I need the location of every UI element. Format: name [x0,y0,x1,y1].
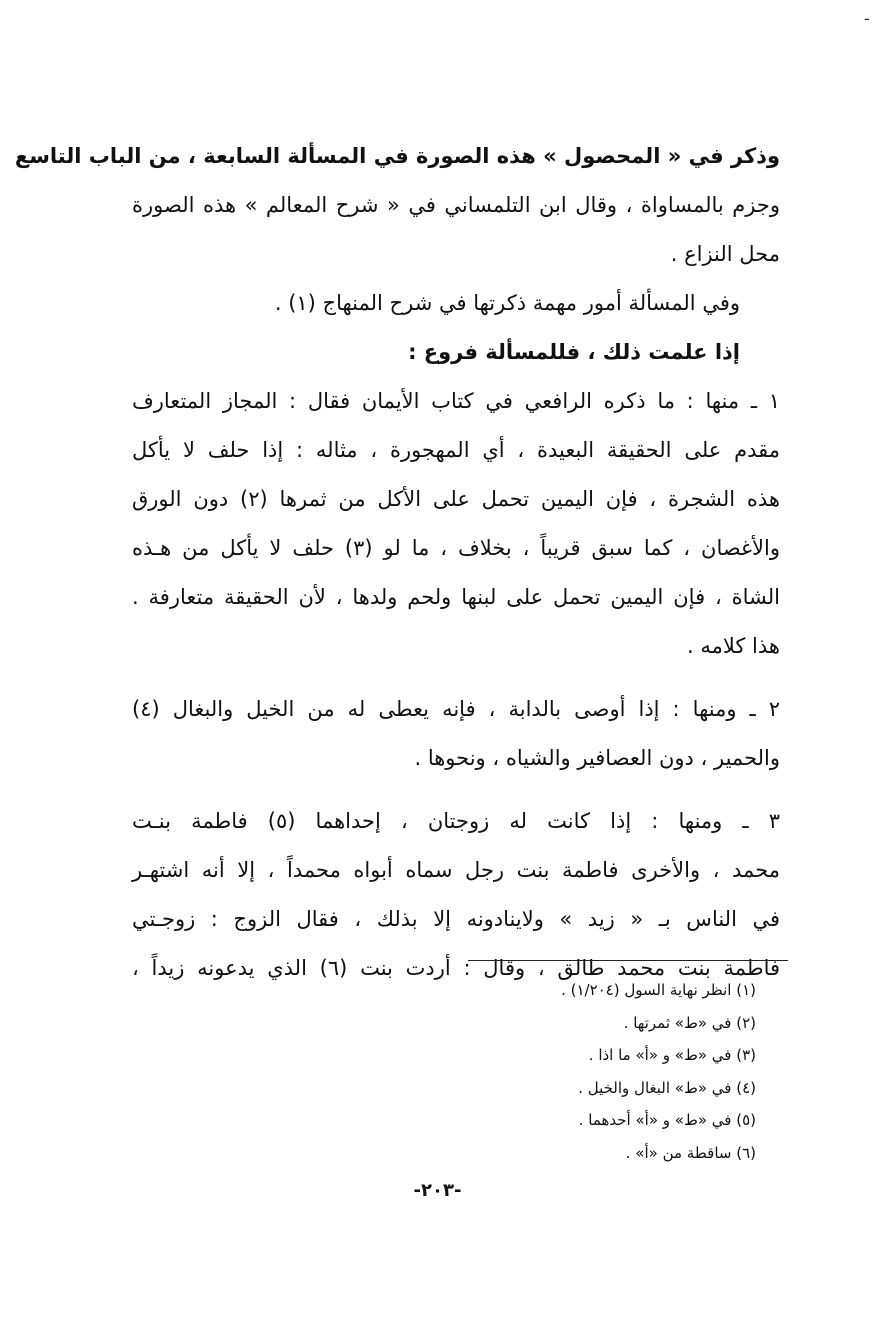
footnote: (٢) في «ط» ثمرتها . [623,1013,756,1032]
footnote: (٣) في «ط» و «أ» ما اذا . [588,1046,756,1064]
body-line: والحمير ، دون العصافير والشياه ، ونحوها . [414,746,780,770]
footnote: (٦) ساقطة من «أ» . [625,1143,756,1162]
footnote-divider [468,960,788,961]
footnote: (٤) في «ط» البغال والخيل . [578,1078,756,1097]
body-line: الشاة ، فإن اليمين تحمل على لبنها ولحم ولدها ، لأن الحقيقة متعارفة . [132,585,780,609]
body-line: وجزم بالمساواة ، وقال ابن التلمساني في « شرح المعالم » هذه الصورة [132,193,780,217]
body-line: فاطمة بنت محمد طالق ، وقال : أردت بنت (٦) الذي يدعونه زيداً ، [132,956,781,980]
body-line: في الناس بـ « زيد » ولاينادونه إلا بذلك ، فقال الزوج : زوجـتي [132,907,780,931]
body-line: هذه الشجرة ، فإن اليمين تحمل على الأكل من ثمرها (٢) دون الورق [132,487,781,511]
body-line: هذا كلامه . [687,634,780,658]
body-line: والأغصان ، كما سبق قريباً ، بخلاف ، ما لو (٣) حلف لا يأكل من هـذه [132,536,780,560]
footnote: (٥) في «ط» و «أ» أحدهما . [578,1111,756,1129]
footnotes [400,974,756,1169]
body-line: مقدم على الحقيقة البعيدة ، أي المهجورة ، مثاله : إذا حلف لا يأكل [132,438,780,462]
corner-mark: ـ [864,8,869,24]
main-text [14,132,781,993]
body-line: وذكر في « المحصول » هذه الصورة في المسألة السابعة ، من الباب التاسع [14,144,780,168]
page-number: -٢٠٣- [413,1180,462,1201]
footnote: (١) انظر نهاية السول (١/٢٠٤) . [561,981,756,999]
body-line: ٣ ـ ومنها : إذا كانت له زوجتان ، إحداهما (٥) فاطمة بنـت [132,809,780,833]
body-line: محمد ، والأخرى فاطمة بنت رجل سماه أبواه محمداً ، إلا أنه اشتهـر [132,858,780,882]
section-heading: إذا علمت ذلك ، فللمسألة فروع : [408,340,740,364]
body-line: محل النزاع . [670,242,780,266]
body-line: وفي المسألة أمور مهمة ذكرتها في شرح المنهاج (١) . [274,291,740,315]
body-line: ١ ـ منها : ما ذكره الرافعي في كتاب الأيمان فقال : المجاز المتعارف [132,389,780,413]
body-line: ٢ ـ ومنها : إذا أوصى بالدابة ، فإنه يعطى له من الخيل والبغال (٤) [132,697,780,721]
